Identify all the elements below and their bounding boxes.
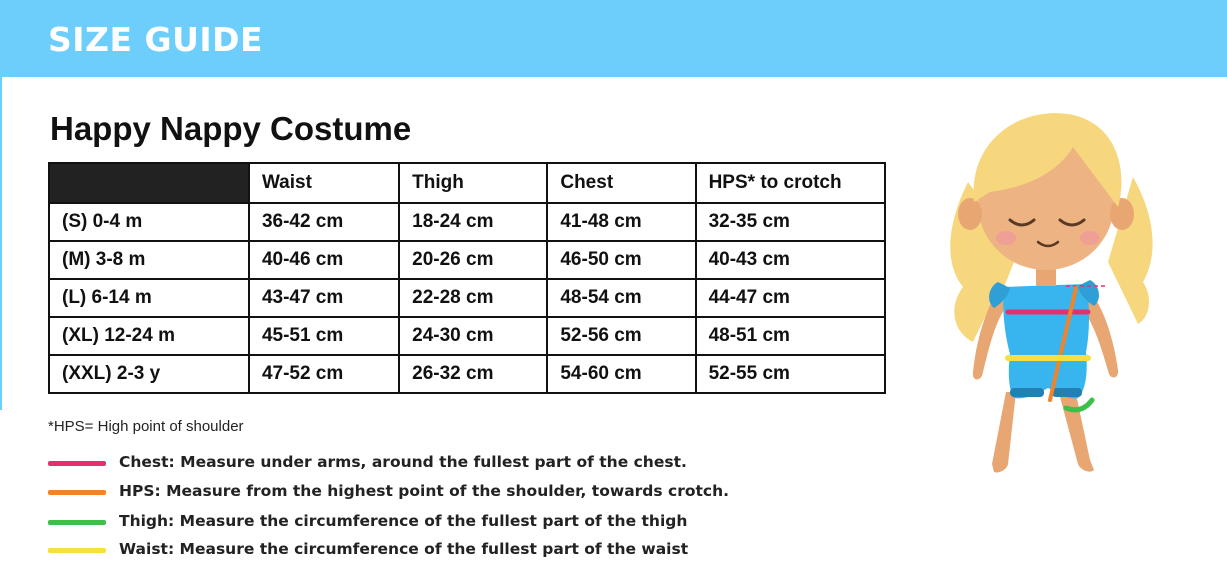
size-label: (M) 3-8 m: [49, 241, 249, 279]
column-header-hps: HPS* to crotch: [696, 163, 885, 203]
left-leg-shape: [992, 392, 1016, 473]
size-label: (XL) 12-24 m: [49, 317, 249, 355]
table-row: [49, 279, 885, 317]
table-header-corner: [49, 163, 249, 203]
table-row: [49, 317, 885, 355]
left-ear: [958, 198, 982, 230]
chest-color-swatch: [48, 461, 106, 466]
thigh-value: 20-26 cm: [399, 241, 547, 279]
waist-value: 40-46 cm: [249, 241, 399, 279]
waist-value: 47-52 cm: [249, 355, 399, 393]
legend-text: Thigh: Measure the circumference of the fullest part of the thigh: [119, 512, 688, 530]
hps-value: 48-51 cm: [696, 317, 885, 355]
swimsuit-shape: [1003, 284, 1089, 398]
column-header-chest: Chest: [547, 163, 695, 203]
waist-value: 36-42 cm: [249, 203, 399, 241]
left-leg-opening: [1010, 388, 1044, 397]
table-row: [49, 355, 885, 393]
chest-value: 54-60 cm: [547, 355, 695, 393]
hps-footnote: *HPS= High point of shoulder: [48, 418, 244, 435]
thigh-value: 18-24 cm: [399, 203, 547, 241]
column-header-waist: Waist: [249, 163, 399, 203]
hps-value: 52-55 cm: [696, 355, 885, 393]
table-row: [49, 241, 885, 279]
size-label: (L) 6-14 m: [49, 279, 249, 317]
legend-text: Waist: Measure the circumference of the fullest part of the waist: [119, 540, 689, 558]
thigh-value: 22-28 cm: [399, 279, 547, 317]
chest-value: 52-56 cm: [547, 317, 695, 355]
chest-value: 46-50 cm: [547, 241, 695, 279]
thigh-value: 26-32 cm: [399, 355, 547, 393]
hps-color-swatch: [48, 490, 106, 495]
table-row: [49, 203, 885, 241]
page-title: SIZE GUIDE: [48, 20, 264, 59]
size-label: (XXL) 2-3 y: [49, 355, 249, 393]
thigh-color-swatch: [48, 520, 106, 525]
waist-color-swatch: [48, 548, 106, 553]
waist-value: 45-51 cm: [249, 317, 399, 355]
legend-text: HPS: Measure from the highest point of the shoulder, towards crotch.: [119, 482, 730, 500]
legend-text: Chest: Measure under arms, around the fullest part of the chest.: [119, 453, 687, 471]
table-header-row: [49, 163, 885, 203]
header-banner: [0, 0, 1227, 77]
waist-value: 43-47 cm: [249, 279, 399, 317]
chest-value: 48-54 cm: [547, 279, 695, 317]
right-leg-opening: [1052, 388, 1082, 397]
size-label: (S) 0-4 m: [49, 203, 249, 241]
hps-value: 40-43 cm: [696, 241, 885, 279]
size-table: [48, 162, 886, 394]
right-cheek: [1080, 231, 1100, 245]
hps-value: 44-47 cm: [696, 279, 885, 317]
thigh-value: 24-30 cm: [399, 317, 547, 355]
chest-value: 41-48 cm: [547, 203, 695, 241]
left-accent-rule: [0, 77, 2, 410]
product-title: Happy Nappy Costume: [50, 110, 412, 147]
child-measurement-illustration: [928, 92, 1188, 484]
left-cheek: [996, 231, 1016, 245]
hps-value: 32-35 cm: [696, 203, 885, 241]
column-header-thigh: Thigh: [399, 163, 547, 203]
right-ear: [1110, 198, 1134, 230]
